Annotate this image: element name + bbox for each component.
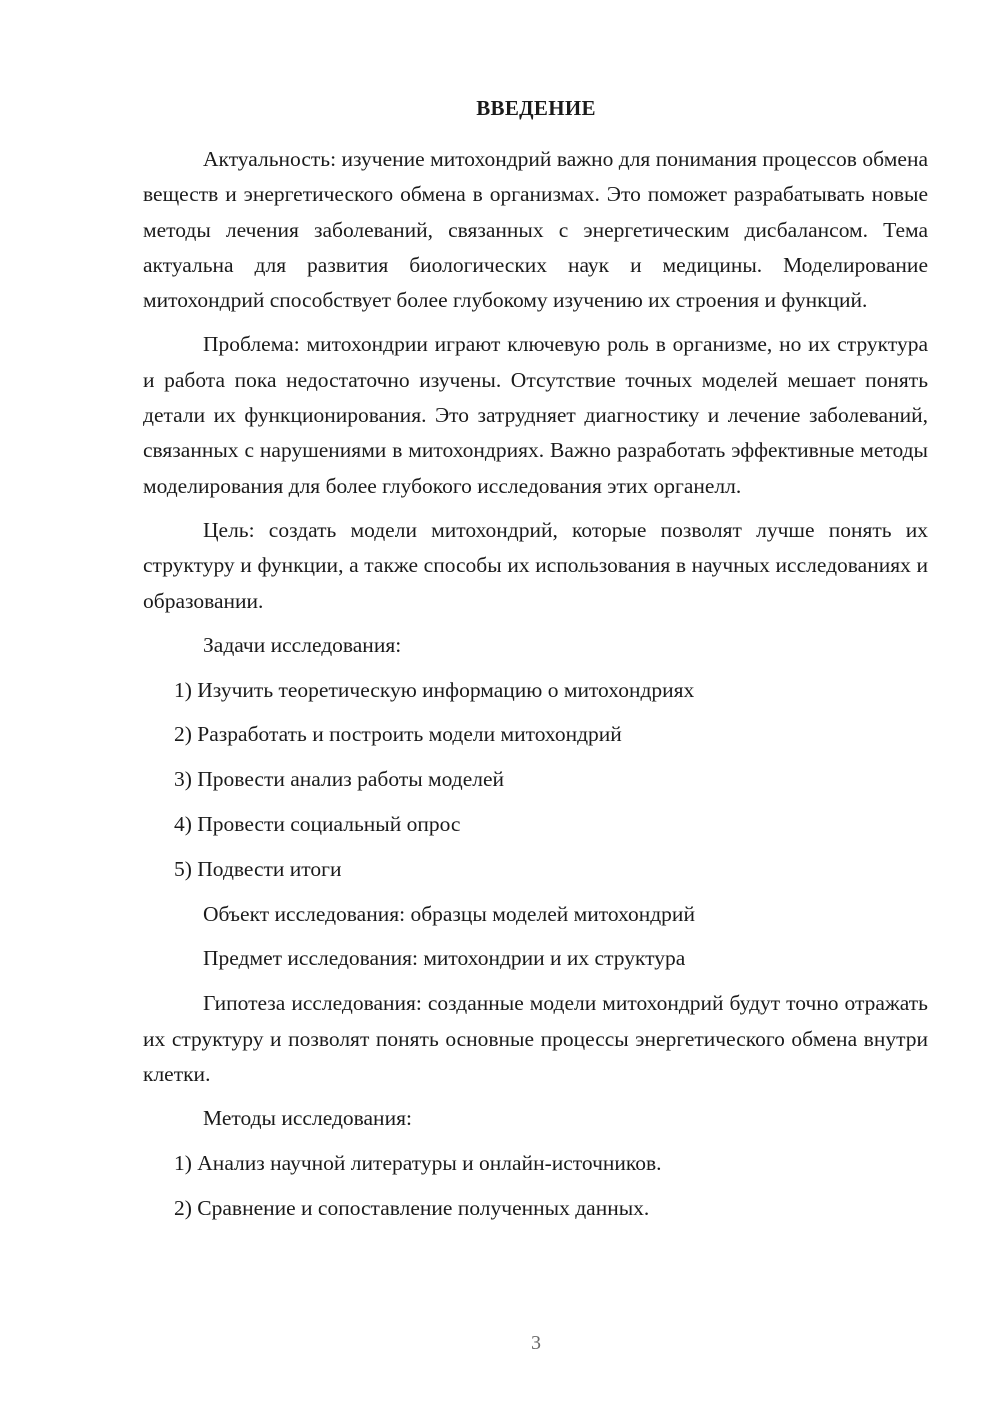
paragraph-object: Объект исследования: образцы моделей митохондрий [203,901,695,926]
paragraph-hypothesis: Гипотеза исследования: созданные модели митохондрий будут точно отражать их структуру и позволят понять основные процессы энергетического обмена внутри клетки. [143,991,928,1086]
tasks-heading: Задачи исследования: [203,632,402,657]
task-item: 3) Провести анализ работы моделей [174,767,505,792]
document-body [143,142,928,1236]
task-item: 1) Изучить теоретическую информацию о митохондриях [174,677,695,702]
section-title: ВВЕДЕНИЕ [476,96,596,120]
method-item: 1) Анализ научной литературы и онлайн-источников. [174,1150,662,1175]
method-item: 2) Сравнение и сопоставление полученных данных. [174,1195,650,1220]
paragraph-relevance: Актуальность: изучение митохондрий важно для понимания процессов обмена веществ и энергетического обмена в организмах. Это поможет разрабатывать новые методы лечения заболеваний, связанных с энергетическим дисбалансом. Тема актуальна для развития биологических наук и медицины. Моделирование митохондрий способствует более глубокому изучению их строения и функций. [143,147,928,313]
paragraph-problem: Проблема: митохондрии играют ключевую роль в организме, но их структура и работа пока недостаточно изучены. Отсутствие точных моделей мешает понять детали их функционирования. Это затрудняет диагностику и лечение заболеваний, связанных с нарушениями в митохондриях. Важно разработать эффективные методы моделирования для более глубокого исследования этих органелл. [143,332,928,498]
task-item: 4) Провести социальный опрос [174,812,461,837]
paragraph-subject: Предмет исследования: митохондрии и их структура [203,946,686,971]
page-number: 3 [531,1332,541,1354]
methods-heading: Методы исследования: [203,1106,412,1131]
task-item: 5) Подвести итоги [174,856,342,881]
paragraph-goal: Цель: создать модели митохондрий, которые позволят лучше понять их структуру и функции, а также способы их использования в научных исследованиях и образовании. [143,517,928,613]
task-item: 2) Разработать и построить модели митохондрий [174,722,622,747]
